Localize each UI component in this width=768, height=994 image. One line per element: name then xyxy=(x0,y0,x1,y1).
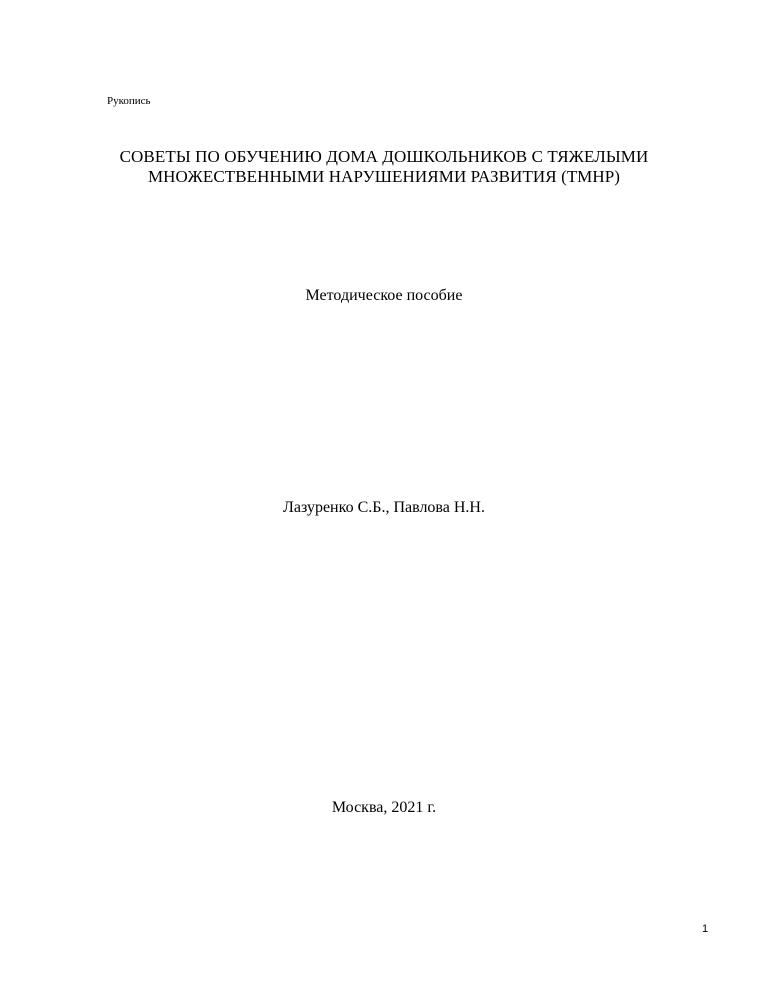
document-title-line-1: СОВЕТЫ ПО ОБУЧЕНИЮ ДОМА ДОШКОЛЬНИКОВ С ТЯЖЕЛЫМИ xyxy=(119,147,649,166)
document-place-year: Москва, 2021 г. xyxy=(331,799,437,816)
document-subtitle: Методическое пособие xyxy=(305,287,463,304)
document-title xyxy=(60,147,708,187)
document-authors: Лазуренко С.Б., Павлова Н.Н. xyxy=(283,499,485,516)
document-title-line-2: МНОЖЕСТВЕННЫМИ НАРУШЕНИЯМИ РАЗВИТИЯ (ТМНР) xyxy=(147,167,621,186)
manuscript-label: Рукопись xyxy=(107,95,151,107)
page-number: 1 xyxy=(702,923,709,935)
